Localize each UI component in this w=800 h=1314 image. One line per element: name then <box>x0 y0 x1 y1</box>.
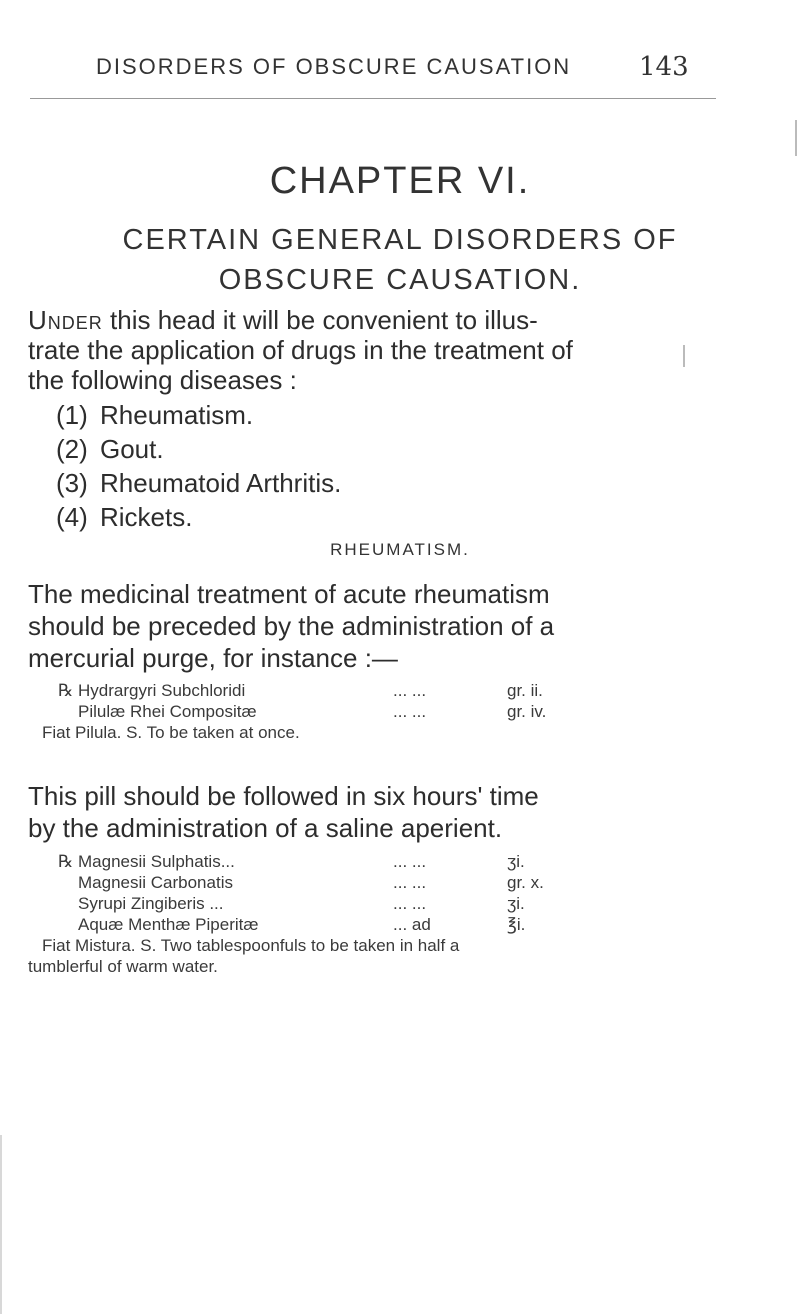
aperient-paragraph <box>28 780 718 844</box>
list-item-number: (3) <box>56 468 88 498</box>
prescription-directions: tumblerful of warm water. <box>28 957 218 976</box>
prescription-2 <box>28 852 778 978</box>
prescription-row <box>58 852 778 873</box>
prescription-row <box>58 915 778 936</box>
paragraph-line: by the administration of a saline aperient. <box>28 813 503 843</box>
prescription-directions: Fiat Mistura. S. Two tablespoonfuls to be taken in half a <box>42 936 460 955</box>
ingredient-leader: ... ad <box>393 915 431 934</box>
header-rule <box>30 98 716 99</box>
rheumatism-paragraph <box>28 578 718 674</box>
prescription-directions: Fiat Pilula. S. To be taken at once. <box>42 723 300 742</box>
ingredient-name: Pilulæ Rhei Compositæ <box>78 702 257 721</box>
list-item-number: (1) <box>56 400 88 430</box>
list-item <box>56 432 656 466</box>
intro-line1-text: this head it will be convenient to illus- <box>102 305 538 335</box>
paragraph-line: The medicinal treatment of acute rheumatism <box>28 579 550 609</box>
paragraph-line: mercurial purge, for instance :— <box>28 643 398 673</box>
prescription-1 <box>42 681 778 744</box>
prescription-row <box>42 936 778 957</box>
list-item-label: Gout. <box>100 434 164 464</box>
list-item <box>56 466 656 500</box>
recipe-symbol: ℞ <box>58 852 74 871</box>
list-item-label: Rickets. <box>100 502 193 532</box>
prescription-row <box>58 894 778 915</box>
ingredient-name: Hydrargyri Subchloridi <box>78 681 246 700</box>
intro-lead-word: Under <box>28 305 103 335</box>
disease-list <box>56 398 656 534</box>
ingredient-name: Magnesii Sulphatis... <box>78 852 235 871</box>
section-heading: RHEUMATISM. <box>330 540 470 559</box>
page-number: 143 <box>639 52 689 82</box>
list-item-label: Rheumatoid Arthritis. <box>100 468 342 498</box>
ingredient-leader: ... ... <box>393 702 427 721</box>
list-item-label: Rheumatism. <box>100 400 254 430</box>
intro-line <box>28 304 538 336</box>
paragraph-line: This pill should be followed in six hours' time <box>28 781 539 811</box>
chapter-title: CHAPTER VI. <box>269 160 531 202</box>
intro-line: the following diseases : <box>28 365 297 395</box>
ingredient-name: Magnesii Carbonatis <box>78 873 233 892</box>
prescription-row <box>58 681 778 702</box>
ingredient-leader: ... ... <box>393 873 427 892</box>
running-title: DISORDERS OF OBSCURE CAUSATION <box>96 54 572 79</box>
ingredient-dose: ʒi. <box>507 852 525 871</box>
ingredient-dose: ℥i. <box>507 915 526 934</box>
ingredient-name: Syrupi Zingiberis ... <box>78 894 224 913</box>
ingredient-dose: ʒi. <box>507 894 525 913</box>
list-item-number: (4) <box>56 502 88 532</box>
ingredient-dose: gr. x. <box>507 873 544 892</box>
prescription-row <box>28 957 778 978</box>
prescription-row <box>58 873 778 894</box>
chapter-subtitle-line2: OBSCURE CAUSATION. <box>218 264 582 296</box>
margin-mark <box>683 345 685 367</box>
margin-mark <box>795 120 797 156</box>
ingredient-dose: gr. ii. <box>507 681 543 700</box>
list-item <box>56 398 656 432</box>
margin-rule <box>0 1135 2 1314</box>
ingredient-leader: ... ... <box>393 852 427 871</box>
paragraph-line: should be preceded by the administration of a <box>28 611 555 641</box>
ingredient-name: Aquæ Menthæ Piperitæ <box>78 915 259 934</box>
list-item <box>56 500 656 534</box>
running-header <box>0 54 800 94</box>
ingredient-leader: ... ... <box>393 681 427 700</box>
chapter-subtitle-line1: CERTAIN GENERAL DISORDERS OF <box>122 224 678 256</box>
list-item-number: (2) <box>56 434 88 464</box>
ingredient-leader: ... ... <box>393 894 427 913</box>
prescription-row <box>58 702 778 723</box>
intro-line: trate the application of drugs in the treatment of <box>28 335 573 365</box>
ingredient-dose: gr. iv. <box>507 702 547 721</box>
recipe-symbol: ℞ <box>58 681 74 700</box>
prescription-row <box>42 723 778 744</box>
